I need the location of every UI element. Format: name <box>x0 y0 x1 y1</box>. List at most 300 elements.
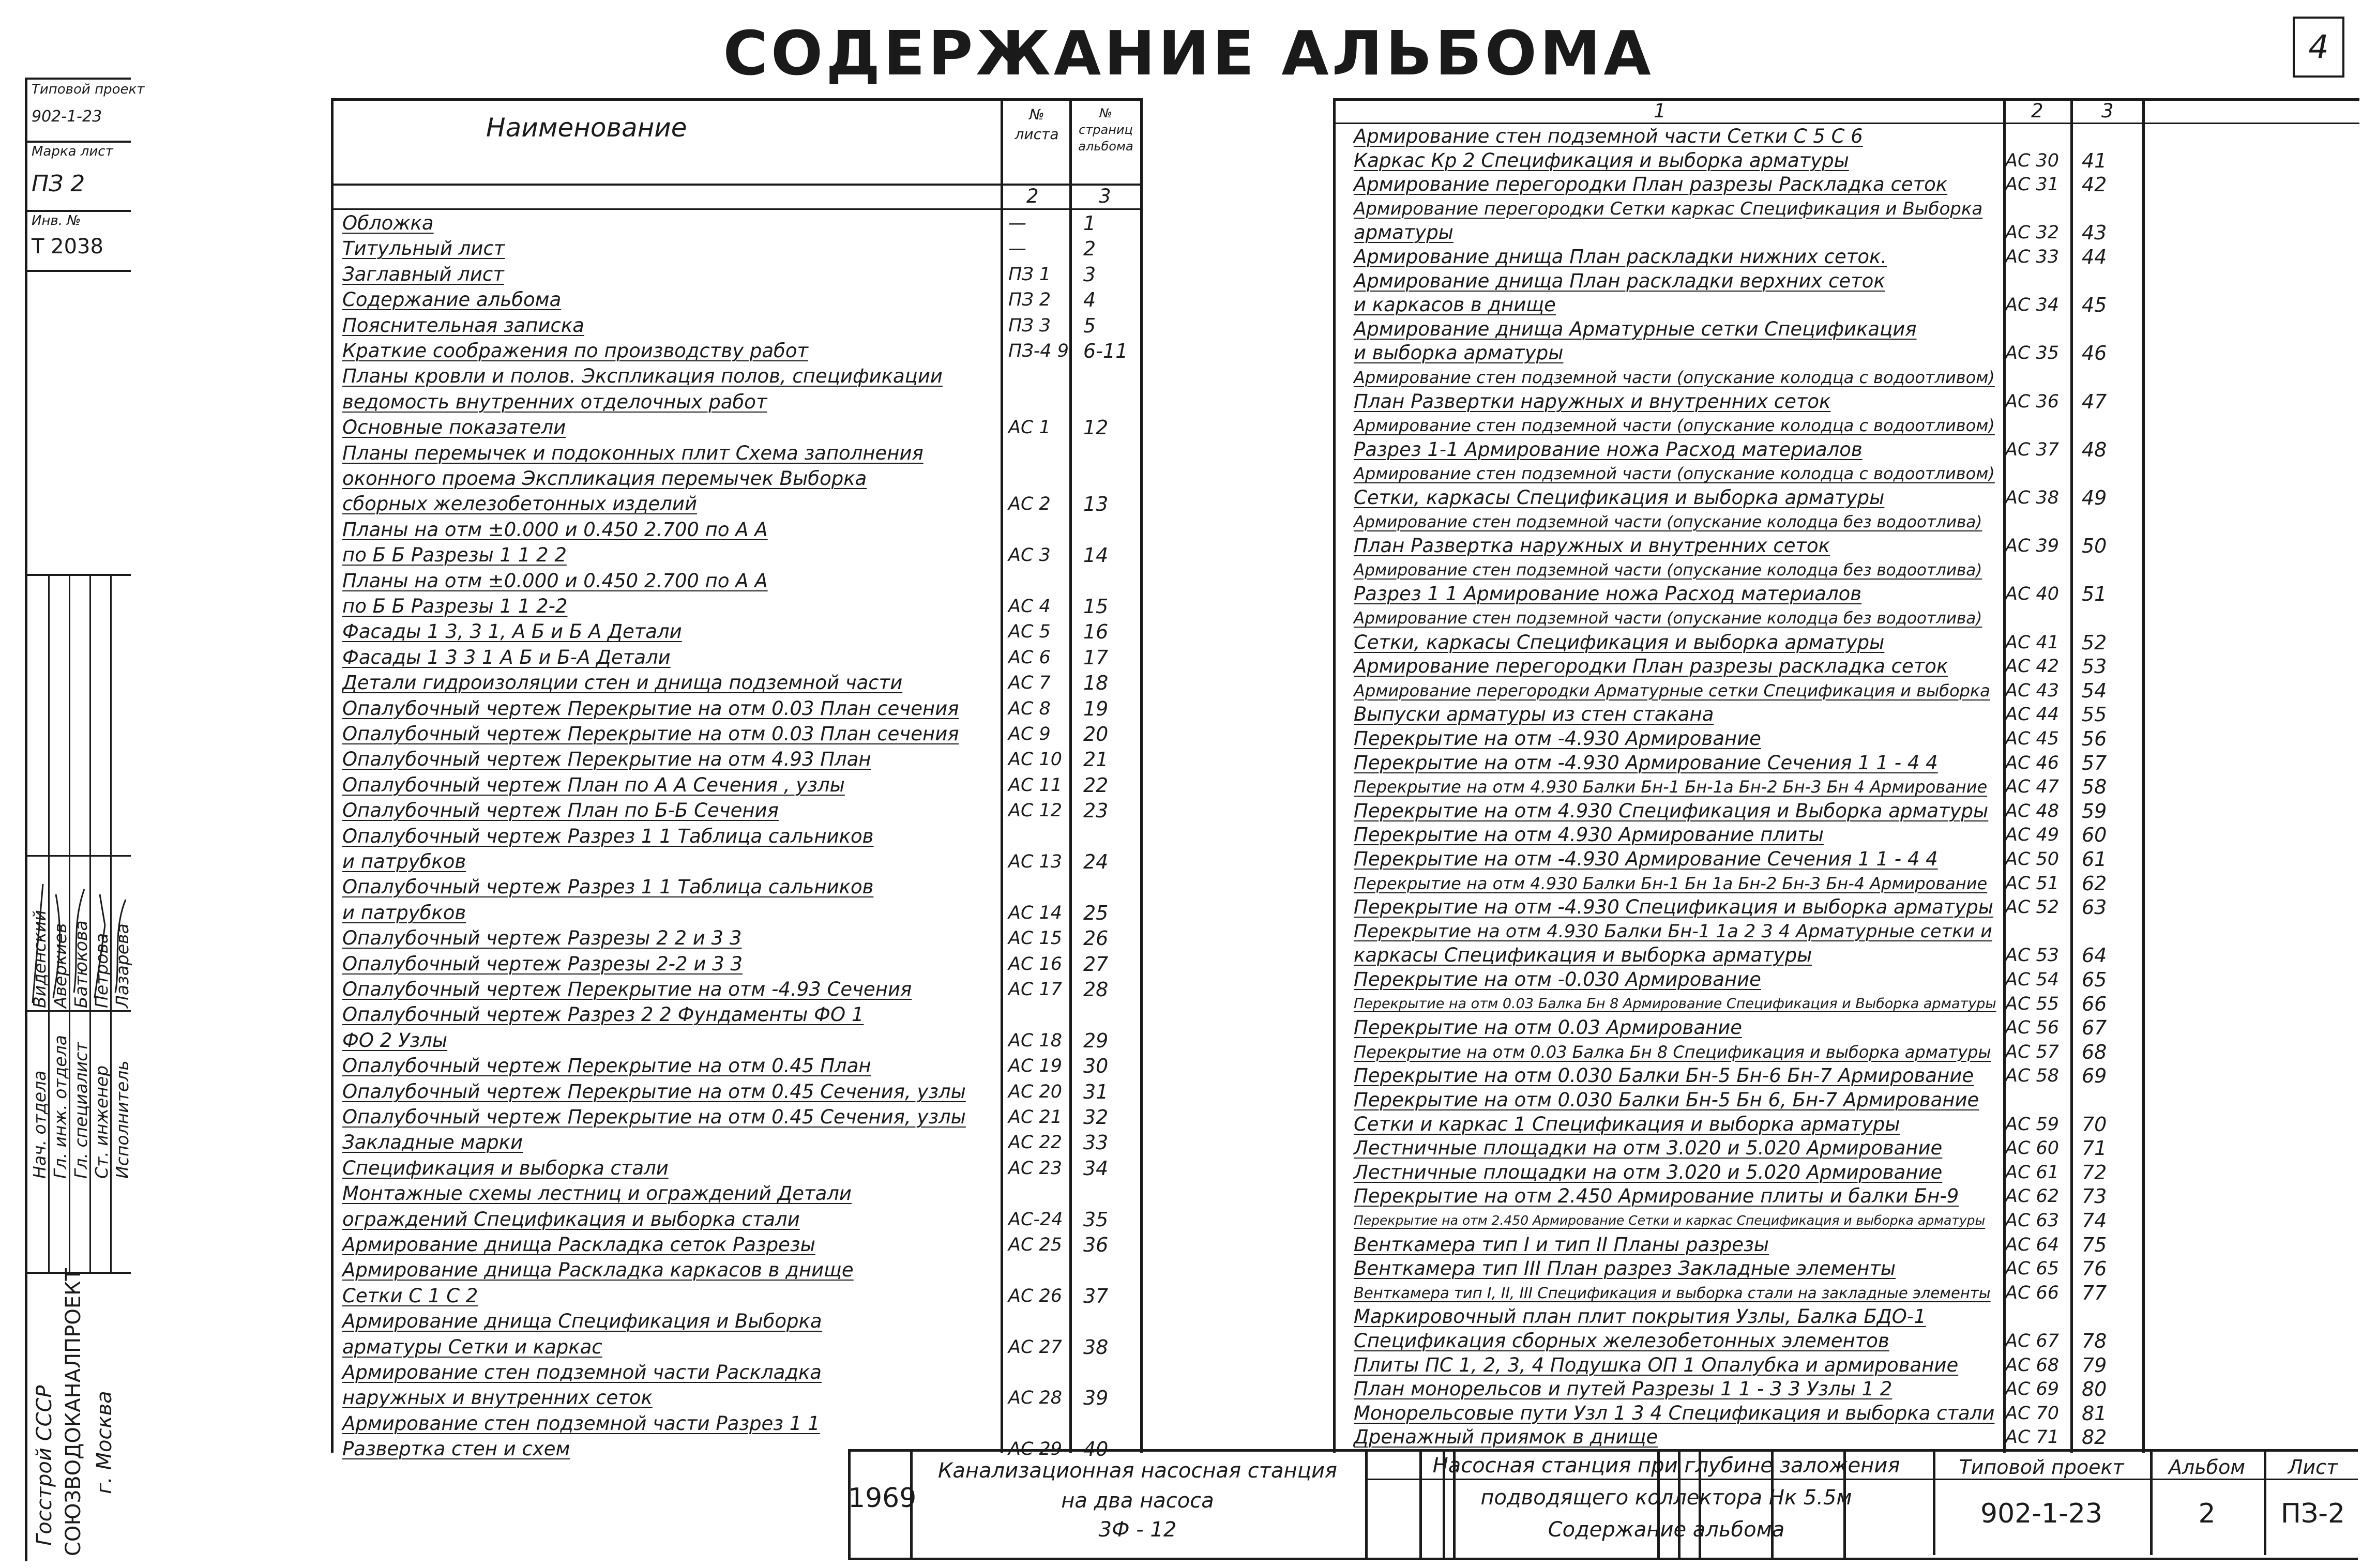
row-sheet: ПЗ 3 <box>1008 315 1051 336</box>
row-title: Армирование перегородки План разрезы раскладка сеток <box>1354 655 1948 678</box>
row-page: 47 <box>2082 390 2107 413</box>
row-sheet: АС 26 <box>1008 1285 1063 1306</box>
stamp-field-value: Т 2038 <box>32 235 103 258</box>
table-row <box>1333 1424 2359 1449</box>
table-row <box>1333 702 2359 726</box>
row-title: Перекрытие на отм 4.930 Спецификация и Выборка арматуры <box>1354 799 1989 822</box>
table-row <box>331 747 1143 772</box>
row-title: Обложка <box>342 212 434 234</box>
row-page: 16 <box>1083 620 1109 644</box>
row-title: Опалубочный чертеж Перекрытие на отм -4.93 Сечения <box>342 978 912 1000</box>
table-row <box>1333 1376 2359 1400</box>
row-page: 5 <box>1083 314 1096 337</box>
row-page: 82 <box>2082 1426 2107 1449</box>
row-title: Армирование днища Раскладка сеток Разрезы <box>342 1234 815 1256</box>
value-sheet: ПЗ-2 <box>2280 1498 2345 1529</box>
table-row <box>1333 196 2359 220</box>
col-num-page: 3 <box>1099 185 1111 207</box>
stamp-org: г. Москва <box>93 1391 116 1494</box>
sheet-line-1: Насосная станция при глубине заложения <box>1432 1454 1900 1478</box>
row-sheet: АС 16 <box>1008 953 1063 975</box>
table-row <box>1333 364 2359 389</box>
row-sheet: АС 64 <box>2005 1234 2060 1255</box>
row-page: 36 <box>1083 1234 1109 1256</box>
row-sheet: АС 35 <box>2005 343 2060 364</box>
row-page: 28 <box>1083 978 1109 1001</box>
row-title: Сетки С 1 С 2 <box>342 1284 478 1307</box>
stamp-role: Ст. инженер <box>92 1065 112 1179</box>
row-title: Армирование перегородки Арматурные сетки Спецификация и выборка <box>1354 680 1990 701</box>
row-sheet: АС 33 <box>2005 247 2060 267</box>
value-project: 902-1-23 <box>1980 1498 2103 1529</box>
row-title: Армирование днища План раскладки верхних сеток <box>1354 269 1885 292</box>
table-row <box>1333 1352 2359 1377</box>
table-row <box>1333 1063 2359 1087</box>
table-row <box>1333 653 2359 678</box>
col-num-page: 3 <box>2101 100 2114 122</box>
title-block-codes <box>1933 1452 2362 1555</box>
row-title: Армирование стен подземной части (опускание колодца с водоотливом) <box>1354 416 1995 436</box>
row-sheet: АС 66 <box>2005 1282 2060 1303</box>
table-row <box>331 1257 1143 1283</box>
row-title: Армирование стен подземной части (опускание колодца с водоотливом) <box>1354 464 1995 484</box>
row-title: Опалубочный чертеж Разрез 1 1 Таблица сальников <box>342 825 874 847</box>
row-page: 80 <box>2082 1378 2107 1401</box>
column-numbers <box>331 184 1143 210</box>
row-sheet: АС 67 <box>2005 1331 2060 1351</box>
table-row <box>1333 774 2359 798</box>
row-page: 38 <box>1083 1335 1109 1359</box>
row-sheet: АС 15 <box>1008 928 1063 949</box>
stamp-org: СОЮЗВОДОКАНАЛПРОЕКТ <box>62 1268 85 1556</box>
table-row <box>331 1334 1143 1360</box>
row-title: Опалубочный чертеж Разрезы 2-2 и 3 3 <box>342 952 743 975</box>
row-title: Разрез 1 1 Армирование ножа Расход материалов <box>1354 583 1862 605</box>
stamp-role: Нач. отдела <box>29 1070 50 1179</box>
row-page: 48 <box>2082 438 2107 461</box>
row-sheet: АС 59 <box>2005 1114 2060 1135</box>
page-number: 4 <box>2293 17 2344 78</box>
row-sheet: АС 49 <box>2005 825 2060 846</box>
row-page: 65 <box>2082 968 2107 991</box>
row-sheet: АС 8 <box>1008 698 1051 719</box>
table-row <box>1333 1232 2359 1256</box>
table-row <box>331 849 1143 874</box>
table-row <box>331 593 1143 619</box>
label-project: Типовой проект <box>1959 1456 2124 1479</box>
table-row <box>331 1104 1143 1130</box>
row-title: Монорельсовые пути Узл 1 3 4 Спецификация и выборка стали <box>1354 1402 1995 1424</box>
row-page: 76 <box>2082 1257 2107 1281</box>
column-numbers <box>1333 101 2359 124</box>
table-row <box>331 645 1143 670</box>
row-title: Перекрытие на отм 4.930 Армирование плиты <box>1354 824 1824 846</box>
row-sheet: ПЗ 1 <box>1008 264 1051 285</box>
row-title: План Развертки наружных и внутренних сеток <box>1354 390 1831 413</box>
row-sheet: АС 50 <box>2005 849 2060 870</box>
col-num-name: 1 <box>1654 100 1666 122</box>
row-sheet: АС 61 <box>2005 1162 2060 1183</box>
row-title: Опалубочный чертеж Перекрытие на отм 0.03 План сечения <box>342 697 959 720</box>
row-title: Перекрытие на отм 0.03 Балка Бн 8 Спецификация и выборка арматуры <box>1354 1042 1991 1062</box>
row-sheet: АС 47 <box>2005 777 2060 798</box>
table-row <box>331 1232 1143 1257</box>
table-row <box>1333 871 2359 895</box>
contents-table-right <box>1333 98 2359 1453</box>
table-row <box>1333 1112 2359 1136</box>
row-sheet: АС 20 <box>1008 1081 1063 1102</box>
row-title: и патрубков <box>342 850 466 873</box>
row-sheet: АС 48 <box>2005 800 2060 821</box>
row-title: Армирование перегородки План разрезы Раскладка сеток <box>1354 173 1948 196</box>
table-row <box>331 287 1143 312</box>
col-num-sheet: 2 <box>1026 185 1039 207</box>
row-title: Дренажный приямок в днище <box>1354 1426 1658 1449</box>
row-sheet: АС 55 <box>2005 993 2060 1014</box>
row-page: 74 <box>2082 1209 2107 1232</box>
row-title: Армирование стен подземной части Сетки С 5 С 6 <box>1354 125 1863 147</box>
row-title: Перекрытие на отм 0.03 Балка Бн 8 Армирование Спецификация и Выборка арматуры <box>1354 995 1996 1012</box>
table-row <box>1333 148 2359 172</box>
row-title: Армирование стен подземной части (опускание колодца без водоотлива) <box>1354 609 1982 628</box>
row-title: ФО 2 Узлы <box>342 1029 448 1052</box>
row-sheet: АС 13 <box>1008 851 1063 872</box>
table-row <box>1333 220 2359 244</box>
row-sheet: АС 41 <box>2005 632 2060 653</box>
table-row <box>1333 389 2359 413</box>
row-title: Лестничные площадки на отм 3.020 и 5.020 Армирование <box>1354 1137 1943 1160</box>
row-title: Лестничные площадки на отм 3.020 и 5.020 Армирование <box>1354 1161 1943 1183</box>
row-page: 3 <box>1083 263 1096 286</box>
row-title: Армирование стен подземной части (опускание колодца без водоотлива) <box>1354 512 1982 531</box>
row-sheet: АС 53 <box>2005 945 2060 966</box>
row-sheet: АС 39 <box>2005 536 2060 557</box>
table-row <box>1333 485 2359 509</box>
stamp-field-label: Инв. № <box>32 213 81 229</box>
row-page: 52 <box>2082 631 2107 654</box>
row-sheet: АС 68 <box>2005 1354 2060 1376</box>
row-title: Опалубочный чертеж Разрез 2 2 Фундаменты ФО 1 <box>342 1003 864 1026</box>
row-title: Опалубочный чертеж Перекрытие на отм 0.45 План <box>342 1055 871 1077</box>
row-page: 1 <box>1083 212 1096 235</box>
table-row <box>331 900 1143 925</box>
row-sheet: АС 22 <box>1008 1132 1063 1153</box>
table-row <box>331 568 1143 593</box>
row-sheet: АС 17 <box>1008 979 1063 1000</box>
stamp-role: Гл. специалист <box>71 1042 91 1179</box>
row-sheet: АС 37 <box>2005 439 2060 460</box>
table-row <box>331 338 1143 363</box>
table-row <box>1333 124 2359 148</box>
row-title: Опалубочный чертеж Разрез 1 1 Таблица сальников <box>342 876 874 899</box>
table-row <box>331 1411 1143 1436</box>
row-page: 27 <box>1083 952 1109 976</box>
row-sheet: АС 32 <box>2005 222 2060 243</box>
row-page: 67 <box>2082 1016 2107 1040</box>
row-page: 17 <box>1083 646 1109 669</box>
row-sheet: АС 30 <box>2005 150 2060 171</box>
row-title: Перекрытие на отм 2.450 Армирование Сетки и каркас Спецификация и выборка арматуры <box>1354 1213 1986 1228</box>
table-row <box>1333 919 2359 943</box>
row-page: 55 <box>2082 703 2107 726</box>
table-row <box>331 313 1143 338</box>
table-row <box>331 440 1143 466</box>
table-row <box>1333 292 2359 316</box>
row-title: Перекрытие на отм 0.030 Балки Бн-5 Бн 6, Бн-7 Армирование <box>1354 1089 1979 1111</box>
row-page: 81 <box>2082 1402 2107 1425</box>
row-page: 58 <box>2082 775 2107 799</box>
row-sheet: АС 21 <box>1008 1107 1063 1128</box>
row-page: 15 <box>1083 595 1109 618</box>
row-title: Опалубочный чертеж Перекрытие на отм 0.03 План сечения <box>342 723 959 745</box>
table-row <box>331 670 1143 695</box>
table-row <box>331 517 1143 542</box>
row-page: 4 <box>1083 288 1096 312</box>
table-row <box>1333 1160 2359 1184</box>
row-sheet: АС 42 <box>2005 656 2060 677</box>
stamp-name: Батюкова <box>71 920 91 1008</box>
row-title: сборных железобетонных изделий <box>342 493 697 515</box>
row-sheet: АС 65 <box>2005 1258 2060 1280</box>
row-title: Венткамера тип I и тип II Планы разрезы <box>1354 1233 1769 1256</box>
row-page: 14 <box>1083 544 1109 567</box>
row-page: 72 <box>2082 1161 2107 1184</box>
row-page: 66 <box>2082 992 2107 1015</box>
row-title: Фасады 1 3, 3 1, А Б и Б А Детали <box>342 620 682 643</box>
row-page: 19 <box>1083 697 1109 720</box>
row-title: Перекрытие на отм 0.030 Балки Бн-5 Бн-6 Бн-7 Армирование <box>1354 1064 1974 1087</box>
row-page: 56 <box>2082 727 2107 750</box>
table-row <box>331 772 1143 798</box>
row-title: Развертка стен и схем <box>342 1438 570 1460</box>
row-page: 64 <box>2082 944 2107 967</box>
row-page: 79 <box>2082 1353 2107 1377</box>
row-sheet: АС 31 <box>2005 174 2060 195</box>
header-name: Наименование <box>486 113 687 143</box>
row-title: Планы на отм ±0.000 и 0.450 2.700 по А А <box>342 569 768 592</box>
table-row <box>1333 846 2359 871</box>
table-row <box>1333 1208 2359 1232</box>
row-title: Перекрытие на отм -0.030 Армирование <box>1354 968 1761 991</box>
table-row <box>331 1385 1143 1410</box>
row-title: Титульный лист <box>342 237 505 260</box>
sheet-line-3: Содержание альбома <box>1548 1518 1785 1542</box>
row-title: Фасады 1 3 3 1 А Б и Б-А Детали <box>342 646 671 668</box>
table-row <box>331 798 1143 823</box>
row-page: 78 <box>2082 1330 2107 1352</box>
stamp-year: 1969 <box>848 1483 917 1514</box>
row-page: 44 <box>2082 246 2107 268</box>
row-page: 34 <box>1083 1156 1109 1180</box>
row-sheet: АС 43 <box>2005 680 2060 701</box>
table-row <box>331 262 1143 287</box>
table-row <box>1333 413 2359 437</box>
row-title: Перекрытие на отм -4.930 Армирование <box>1354 727 1761 750</box>
contents-table-left <box>331 98 1143 1461</box>
table-row <box>1333 533 2359 557</box>
table-row <box>1333 942 2359 967</box>
row-title: Перекрытие на отм -4.930 Спецификация и выборка арматуры <box>1354 896 1993 919</box>
row-page: 22 <box>1083 773 1109 797</box>
table-row <box>331 619 1143 644</box>
row-title: Пояснительная записка <box>342 314 584 337</box>
row-page: 68 <box>2082 1040 2107 1063</box>
table-row <box>1333 726 2359 750</box>
row-page: 39 <box>1083 1387 1109 1410</box>
header-page: № страниц альбома <box>1078 106 1133 154</box>
row-title: План монорельсов и путей Разрезы 1 1 - 3 3 Узлы 1 2 <box>1354 1378 1892 1400</box>
row-page: 46 <box>2082 342 2107 365</box>
table-row <box>331 542 1143 568</box>
stamp-field-label: Типовой проект <box>32 82 145 97</box>
row-sheet: АС 2 <box>1008 494 1051 515</box>
row-page: 32 <box>1083 1106 1109 1129</box>
table-row <box>1333 1304 2359 1328</box>
row-page: 37 <box>1083 1284 1109 1307</box>
row-page: 21 <box>1083 748 1109 771</box>
table-row <box>331 1155 1143 1181</box>
row-title: Перекрытие на отм 0.03 Армирование <box>1354 1016 1743 1039</box>
row-title: Детали гидроизоляции стен и днища подземной части <box>342 672 903 694</box>
table-row <box>1333 437 2359 461</box>
row-page: 60 <box>2082 824 2107 847</box>
row-page: 75 <box>2082 1233 2107 1256</box>
row-title: Плиты ПС 1, 2, 3, 4 Подушка ОП 1 Опалубка и армирование <box>1354 1353 1959 1376</box>
table-row <box>331 389 1143 415</box>
row-sheet: АС 44 <box>2005 704 2060 725</box>
row-title: Монтажные схемы лестниц и ограждений Детали <box>342 1182 852 1205</box>
row-title: Содержание альбома <box>342 288 562 311</box>
table-row <box>331 1308 1143 1334</box>
row-page: 30 <box>1083 1055 1109 1078</box>
row-sheet: АС 45 <box>2005 728 2060 749</box>
project-line-2: на два насоса <box>1061 1489 1214 1513</box>
table-row <box>331 363 1143 389</box>
table-row <box>1333 581 2359 605</box>
row-sheet: АС 19 <box>1008 1056 1063 1077</box>
table-row <box>331 1079 1143 1104</box>
row-sheet: АС 9 <box>1008 724 1051 744</box>
table-row <box>331 210 1143 236</box>
row-page: 20 <box>1083 723 1109 745</box>
table-row <box>331 1053 1143 1078</box>
row-title: Армирование днища Спецификация и Выборка <box>342 1310 822 1333</box>
row-title: Каркас Кр 2 Спецификация и выборка арматуры <box>1354 149 1849 172</box>
left-stamp <box>25 78 145 1561</box>
table-row <box>331 874 1143 900</box>
stamp-field-value: 902-1-23 <box>32 108 102 126</box>
row-title: Опалубочный чертеж План по А А Сечения , узлы <box>342 773 845 796</box>
table-row <box>1333 894 2359 919</box>
row-page: 51 <box>2082 583 2107 606</box>
row-page: 77 <box>2082 1281 2107 1304</box>
row-sheet: ПЗ-4 9 <box>1008 341 1069 361</box>
row-title: Заглавный лист <box>342 263 504 285</box>
table-row <box>1333 1256 2359 1280</box>
row-sheet: АС 23 <box>1008 1158 1063 1179</box>
row-sheet: АС 7 <box>1008 673 1051 694</box>
row-sheet: ПЗ 2 <box>1008 290 1051 311</box>
row-sheet: АС 40 <box>2005 584 2060 605</box>
row-sheet: АС 54 <box>2005 969 2060 990</box>
table-row <box>331 466 1143 491</box>
row-title: Опалубочный чертеж Перекрытие на отм 0.45 Сечения, узлы <box>342 1080 966 1103</box>
row-sheet: АС 57 <box>2005 1041 2060 1062</box>
row-sheet: АС 71 <box>2005 1427 2060 1448</box>
table-row <box>1333 630 2359 654</box>
row-page: 35 <box>1083 1208 1109 1231</box>
row-title: Спецификация и выборка стали <box>342 1156 669 1179</box>
row-title: Сетки и каркас 1 Спецификация и выборка арматуры <box>1354 1113 1900 1135</box>
row-sheet: АС 12 <box>1008 800 1063 821</box>
row-page: 2 <box>1083 237 1096 261</box>
table-row <box>1333 678 2359 702</box>
table-row <box>331 824 1143 849</box>
row-page: 26 <box>1083 927 1109 950</box>
row-sheet: АС 69 <box>2005 1379 2060 1400</box>
table-row <box>331 1181 1143 1206</box>
row-page: 25 <box>1083 901 1109 924</box>
row-page: 23 <box>1083 799 1109 823</box>
row-page: 73 <box>2082 1185 2107 1208</box>
row-sheet: АС 3 <box>1008 545 1051 566</box>
row-sheet: АС 62 <box>2005 1186 2060 1207</box>
col-num-sheet: 2 <box>2031 100 2043 122</box>
table-row <box>1333 1328 2359 1352</box>
row-title: ведомость внутренних отделочных работ <box>342 390 767 413</box>
row-sheet: АС 18 <box>1008 1030 1063 1051</box>
row-title: Армирование днища Раскладка каркасов в днище <box>342 1259 854 1282</box>
row-sheet: АС 1 <box>1008 417 1051 438</box>
stamp-role: Гл. инж. отдела <box>50 1034 70 1179</box>
row-title: Армирование днища Арматурные сетки Спецификация <box>1354 317 1917 340</box>
row-title: Перекрытие на отм -4.930 Армирование Сечения 1 1 - 4 4 <box>1354 848 1938 870</box>
row-title: по Б Б Разрезы 1 1 2 2 <box>342 544 567 567</box>
row-title: наружных и внутренних сеток <box>342 1387 653 1409</box>
row-sheet: АС 11 <box>1008 774 1063 796</box>
row-title: и патрубков <box>342 901 466 924</box>
row-title: Планы перемычек и подоконных плит Схема заполнения <box>342 442 923 464</box>
row-sheet: АС 25 <box>1008 1235 1063 1255</box>
row-page: 42 <box>2082 173 2107 196</box>
table-row <box>1333 822 2359 846</box>
table-row <box>331 977 1143 1002</box>
row-page: 13 <box>1083 493 1109 516</box>
row-page: 31 <box>1083 1080 1109 1103</box>
table-row <box>1333 461 2359 485</box>
row-title: Армирование стен подземной части Разрез 1 1 <box>342 1412 820 1435</box>
signature-marks <box>27 863 131 1013</box>
row-sheet: АС 46 <box>2005 752 2060 773</box>
table-row <box>1333 1400 2359 1425</box>
row-page: 71 <box>2082 1137 2107 1160</box>
row-title: Основные показатели <box>342 416 566 439</box>
row-page: 6-11 <box>1083 340 1128 362</box>
row-sheet: АС 14 <box>1008 902 1063 923</box>
row-title: Закладные марки <box>342 1131 523 1154</box>
row-title: и каркасов в днище <box>1354 294 1556 316</box>
table-row <box>1333 750 2359 774</box>
row-page: 18 <box>1083 672 1109 695</box>
row-page: 41 <box>2082 149 2107 172</box>
row-title: Армирование стен подземной части (опускание колодца без водоотлива) <box>1354 560 1982 580</box>
row-page: 12 <box>1083 416 1109 439</box>
row-page: 33 <box>1083 1131 1109 1154</box>
table-row <box>331 1130 1143 1155</box>
row-title: Выпуски арматуры из стен стакана <box>1354 703 1714 726</box>
table-row <box>331 925 1143 951</box>
header-sheet: № листа <box>1015 106 1059 143</box>
